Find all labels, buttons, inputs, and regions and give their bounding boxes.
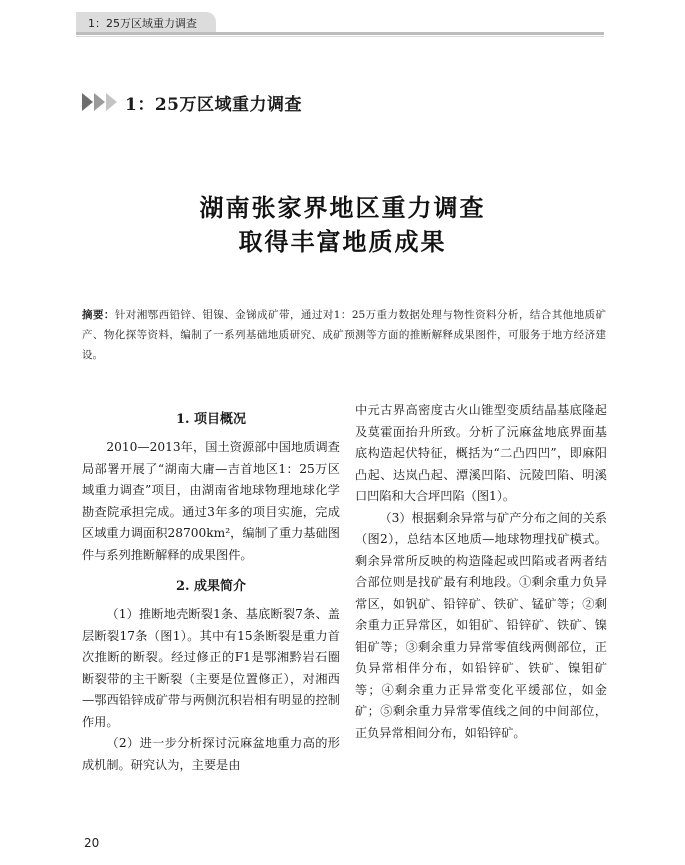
chevron-right-icon — [94, 93, 105, 111]
running-header-tab — [76, 12, 216, 32]
section-banner — [82, 88, 302, 116]
abstract-label: 摘要： — [82, 309, 115, 321]
paragraph-result-2: （2）进一步分析探讨沅麻盆地重力高的形成机制。研究认为，主要是由 — [82, 736, 340, 772]
left-column — [82, 403, 340, 776]
abstract — [82, 305, 606, 365]
page-number: 20 — [84, 836, 100, 850]
heading-project-overview: 1. 项目概况 — [175, 412, 247, 427]
paragraph-result-1: （1）推断地壳断裂1条、基底断裂7条、盖层断裂17条（图1）。其中有15条断裂是重力首次推断的断裂。经过修正的F1是鄂湘黔岩石圈断裂带的主干断裂（主要是位置修正），对湘西—鄂西铅锌成矿带与两侧沉积岩相有明显的控制作用。 — [82, 607, 340, 729]
chevron-right-icon — [106, 93, 117, 111]
paragraph-project-overview: 2010—2013年，国土资源部中国地质调查局部署开展了“湖南大庸—吉首地区1：25万区域重力调查”项目，由湖南省地球物理地球化学勘查院承担完成。通过3年多的项目实施，完成区域重力调面积28700km²，编制了重力基础图件与系列推断解释的成果图件。 — [82, 440, 340, 562]
section-title: 1：25万区域重力调查 — [125, 94, 302, 115]
paragraph-result-2-continued: 中元古界高密度古火山锥型变质结晶基底隆起及莫霍面抬升所致。分析了沅麻盆地底界面基底构造起伏特征，概括为“二凸四凹”，即麻阳凸起、达岚凸起、潭溪凹陷、沅陵凹陷、明溪口凹陷和大合坪凹陷（图1）。 — [355, 403, 607, 503]
header-rule-thin — [76, 36, 604, 37]
running-header-title: 1：25万区域重力调查 — [88, 17, 197, 30]
right-column — [355, 400, 607, 744]
article-title-line-2: 取得丰富地质成果 — [238, 228, 447, 256]
chevron-right-icon — [82, 93, 93, 111]
article-title-line-1: 湖南张家界地区重力调查 — [199, 194, 486, 222]
heading-results-summary: 2. 成果简介 — [175, 579, 247, 594]
header-rule — [76, 32, 604, 35]
abstract-text: 针对湘鄂西铅锌、钼镍、金锑成矿带，通过对1：25万重力数据处理与物性资料分析，结合其他地质矿产、物化探等资料，编制了一系列基础地质研究、成矿预测等方面的推断解释成果图件，可服务于地方经济建设。 — [82, 309, 606, 361]
paragraph-result-3: （3）根据剩余异常与矿产分布之间的关系（图2），总结本区地质—地球物理找矿模式。剩余异常所反映的构造隆起或凹陷或者两者结合部位则是找矿最有利地段。①剩余重力负异常区，如钒矿、铅锌矿、铁矿、锰矿等；②剩余重力正异常区，如钼矿、铅锌矿、铁矿、镍钼矿等；③剩余重力异常零值线两侧部位，正负异常相伴分布，如铅锌矿、铁矿、镍钼矿等；④剩余重力正异常变化平缓部位，如金矿；⑤剩余重力异常零值线之间的中间部位，正负异常相间分布，如铅锌矿。 — [355, 510, 607, 740]
